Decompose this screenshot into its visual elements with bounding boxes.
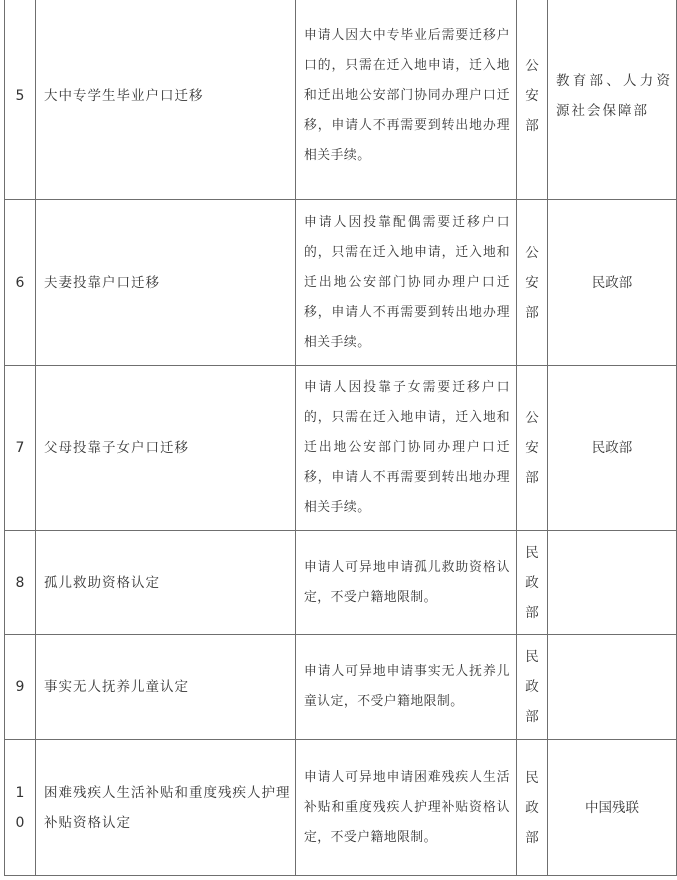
cooperating-departments: 民政部 <box>548 366 677 531</box>
row-number-digit: 0 <box>15 814 25 831</box>
row-number-digit: 1 <box>15 784 25 801</box>
lead-department <box>517 200 548 366</box>
cooperating-departments: 中国残联 <box>548 740 677 876</box>
table-row <box>5 740 677 876</box>
services-table <box>4 0 677 876</box>
lead-department <box>517 366 548 531</box>
row-number <box>5 366 36 531</box>
row-number-digit: 6 <box>15 274 25 291</box>
lead-department-char: 民 <box>525 544 539 561</box>
lead-department-char: 政 <box>525 574 539 591</box>
service-name: 事实无人抚养儿童认定 <box>36 635 296 740</box>
service-description: 申请人因投靠配偶需要迁移户口的，只需在迁入地申请，迁入地和迁出地公安部门协同办理户口迁移，申请人不再需要到转出地办理相关手续。 <box>296 200 517 366</box>
lead-department-char: 部 <box>525 604 539 621</box>
cooperating-departments: 民政部 <box>548 200 677 366</box>
lead-department-char: 部 <box>525 829 539 846</box>
row-number <box>5 200 36 366</box>
lead-department-char: 公 <box>525 410 539 426</box>
lead-department-char: 部 <box>525 470 539 486</box>
lead-department-char: 公 <box>525 58 539 74</box>
table-row <box>5 200 677 366</box>
table-row <box>5 635 677 740</box>
service-name: 困难残疾人生活补贴和重度残疾人护理补贴资格认定 <box>36 740 296 876</box>
row-number <box>5 635 36 740</box>
service-description: 申请人可异地申请孤儿救助资格认定，不受户籍地限制。 <box>296 531 517 635</box>
lead-department-char: 部 <box>525 118 539 134</box>
lead-department-char: 政 <box>525 679 539 695</box>
service-description: 申请人因大中专毕业后需要迁移户口的，只需在迁入地申请，迁入地和迁出地公安部门协同办理户口迁移，申请人不再需要到转出地办理相关手续。 <box>296 0 517 200</box>
row-number <box>5 740 36 876</box>
service-description: 申请人可异地申请困难残疾人生活补贴和重度残疾人护理补贴资格认定，不受户籍地限制。 <box>296 740 517 876</box>
table-row <box>5 0 677 200</box>
lead-department-char: 民 <box>525 769 539 786</box>
lead-department-char: 部 <box>525 304 539 321</box>
lead-department-char: 安 <box>525 274 539 291</box>
service-description: 申请人可异地申请事实无人抚养儿童认定，不受户籍地限制。 <box>296 635 517 740</box>
row-number-digit: 9 <box>15 679 25 695</box>
table-row <box>5 366 677 531</box>
service-name: 孤儿救助资格认定 <box>36 531 296 635</box>
service-name: 夫妻投靠户口迁移 <box>36 200 296 366</box>
cooperating-departments <box>548 531 677 635</box>
lead-department <box>517 0 548 200</box>
service-name: 父母投靠子女户口迁移 <box>36 366 296 531</box>
lead-department-char: 安 <box>525 440 539 456</box>
lead-department-char: 政 <box>525 799 539 816</box>
row-number-digit: 5 <box>15 88 25 104</box>
lead-department-char: 民 <box>525 649 539 665</box>
cooperating-departments: 教育部、人力资源社会保障部 <box>548 0 677 200</box>
row-number <box>5 0 36 200</box>
table-row <box>5 531 677 635</box>
lead-department-char: 安 <box>525 88 539 104</box>
row-number-digit: 8 <box>15 574 25 591</box>
lead-department-char: 部 <box>525 709 539 725</box>
lead-department-char: 公 <box>525 244 539 261</box>
lead-department <box>517 531 548 635</box>
row-number-digit: 7 <box>15 440 25 456</box>
lead-department <box>517 635 548 740</box>
cooperating-departments <box>548 635 677 740</box>
service-description: 申请人因投靠子女需要迁移户口的，只需在迁入地申请，迁入地和迁出地公安部门协同办理户口迁移，申请人不再需要到转出地办理相关手续。 <box>296 366 517 531</box>
row-number <box>5 531 36 635</box>
service-name: 大中专学生毕业户口迁移 <box>36 0 296 200</box>
lead-department <box>517 740 548 876</box>
